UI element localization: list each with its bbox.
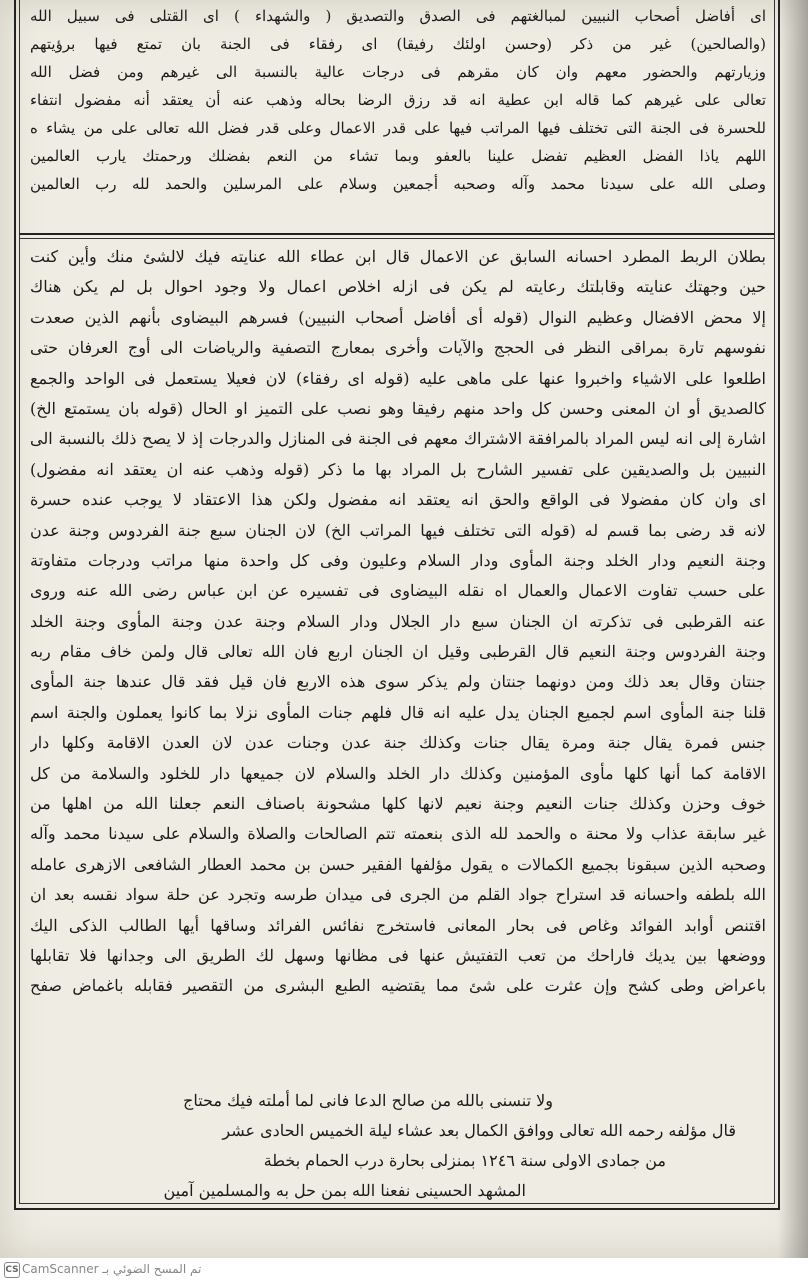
commentary-line: وصحبه الذين سبقونا بجميع الكمالات ه يقول مؤلفها الفقير حسن بن محمد العطار الشافعى الازهرى عامله [30, 854, 766, 874]
spine-shadow [778, 0, 808, 1258]
commentary-line: الله بلطفه واحسانه قد استراح جواد القلم من الجرى فى ميدان طرسه وتجرد عن حلة سواد نقسه بعد ان [30, 885, 766, 905]
commentary-line: وجنة الفردوس وجنة النعيم قال القرطبى وقيل ان الجنان اربع فان الله تعالى قال ولمن خاف مقام ربه [30, 642, 766, 662]
commentary-line: خوف وحزن وكذلك جنات النعيم وجنة نعيم لانها كلها مشحونة باصناف النعم جعلنا الله من اهلها من [30, 794, 766, 814]
main-text-line: اللهم ياذا الفضل العظيم تفضل علينا بالعفو وبما تشاء من النعم بفضلك ورحمتك يارب العالمين [30, 147, 766, 165]
main-text-line: وزيارتهم والحضور معهم وان كان مقرهم فى درجات عالية بالنسبة الى غيرهم ومن فضل الله [30, 63, 766, 81]
colophon-line: من جمادى الاولى سنة ١٢٤٦ بمنزلى بحارة درب الحمام بخطة [263, 1151, 666, 1170]
commentary-line: جنس فمرة يقال جنة ومرة يقال جنات وكذلك جنة عدن وجنات عدن لان العدن الاقامة وكلها دار [30, 733, 766, 753]
main-text-line: اى أفاضل أصحاب النبيين لمبالغتهم فى الصدق والتصديق ( والشهداء ) اى القتلى فى سبيل الله [30, 7, 766, 25]
commentary-line: النبيين بل والصديقين على تفسير الشارح بل المراد بها ما ذكر (قوله وذهب عنه ان يعتقد انه مفضول) [30, 459, 766, 479]
commentary-line: لانه قد رضى بما قسم له (قوله التى تختلف فيها المراتب الخ) لان الجنان سبع جنة الفردوس وجنة عدن [30, 520, 766, 540]
commentary-line: الاقامة كما أنها كلها مأوى المؤمنين وكذلك دار الخلد والسلام لان جميعها دار للخلود والسلامة من كل [30, 763, 766, 783]
colophon-line: قال مؤلفه رحمه الله تعالى ووافق الكمال بعد عشاء ليلة الخميس الحادى عشر [222, 1121, 736, 1140]
scanner-watermark-text: تم المسح الضوئي بـ CamScanner [22, 1262, 202, 1276]
main-text-line: (والصالحين) غير من ذكر (وحسن اولئك رفيقا) اى رفقاء فى الجنة بان تمتع فيها برؤيتهم [30, 35, 766, 53]
commentary-line: قلنا جنة المأوى اسم لجميع الجنان يدل عليه انه قال فلهم جنات المأوى نزلا بما كانوا يعملون والجنة اسم [30, 702, 766, 722]
scanner-footer [0, 1258, 808, 1280]
colophon-line: المشهد الحسينى نفعنا الله بمن حل به والمسلمين آمين [163, 1181, 526, 1200]
commentary-line: نفوسهم تارة بمراقى النظر فى الحجج والآيات وأخرى بمعارج التصفية والرياضات الى أوج العرفان حتى [30, 338, 766, 358]
commentary-line: اى وان كان مفضولا فى الواقع والحق انه يعتقد انه مفضول ولكن هذا الاعتقاد لا يوجب عنده حسرة [30, 490, 766, 510]
commentary-line: غير سابقة عذاب ولا محنة ه والحمد لله الذى بنعمته تتم الصالحات والصلاة والسلام على سيدنا محمد وآله [30, 824, 766, 844]
commentary-line: اطلعوا على الاشياء واخبروا عنها على ماهى عليه (قوله اى رفقاء) لان فعيلا يستعمل فى الواحد والجمع [30, 368, 766, 388]
commentary-block [30, 242, 766, 1002]
camscanner-logo-icon: CS [4, 1262, 20, 1278]
colophon-verse: ولا تنسنى بالله من صالح الدعا فانى لما أملته فيك محتاج [183, 1091, 553, 1110]
main-text-line: للحسرة فى الجنة التى تختلف فيها المراتب فيها على قدر الاعمال وعلى قدر فضل الله تعالى على من يشاء ه [30, 119, 766, 137]
commentary-line: إلا محض الافضال وعظيم النوال (قوله أى أفاضل أصحاب النبيين) فسرهم البيضاوى بأنهم الذين صعدت [30, 307, 766, 327]
main-text-block [30, 2, 766, 198]
commentary-line: عنه القرطبى فى تذكرته ان الجنان سبع دار الجلال ودار السلام وجنة عدن وجنة المأوى وجنة الخلد [30, 611, 766, 631]
colophon [30, 1086, 766, 1206]
main-text-line: وصلى الله على سيدنا محمد وآله وصحبه أجمعين وسلام على المرسلين والحمد لله رب العالمين [30, 175, 766, 193]
commentary-line: ووضعها بين يديك فاراحك من تعب التفتيش عنها فى مظانها وسهل لك الطريق الى وجدانها فلا تقابلها [30, 945, 766, 965]
commentary-line: كالصديق أو ان المعنى وحسن كل واحد منهم رفيقا وهو نصب على التميز او الحال (قوله بان يستمتع الخ) [30, 398, 766, 418]
commentary-line: اشارة إلى انه ليس المراد بالمرافقة الاشتراك معهم فى الجنة فى المنازل والدرجات إذ لا يصح ذلك بالنسبة الى [30, 429, 766, 449]
commentary-line: بطلان الربط المطرد احسانه السابق عن الاعمال قال ابن عطاء الله عنايته فيك لالشئ منك وأين كنت [30, 247, 766, 266]
commentary-line: جنتان وقال بعد ذلك ومن دونهما جنتان ولم يذكر سوى هذه الاربع فان قيل فقد قال عندها جنة المأوى [30, 672, 766, 692]
commentary-line: حين وجهتك عنايته وقابلتك رعايته لم يكن فى ازله اخلاص اعمال ولا وجود احوال بل لم يكن هناك [30, 277, 766, 297]
commentary-line: وجنة النعيم ودار الخلد وجنة المأوى ودار السلام وعليون وفى كل واحدة منها مراتب ودرجات متفاوتة [30, 550, 766, 570]
commentary-line: اقتنص أوابد الفوائد وغاص فى بحار المعانى فاستخرج نفائس الفرائد وساقها أيها الطالب الذكى اليك [30, 915, 766, 935]
commentary-line: باعراض وطى كشح وإن عثرت على شئ مما يقتضيه الطبع البشرى من التقصير فقابله باغماض صفح [30, 976, 766, 996]
commentary-line: على حسب تفاوت الاعمال والعمال اه نقله البيضاوى فى تفسيره عن ابن عباس رضى الله عنه وروى [30, 581, 766, 601]
main-text-line: تعالى على غيرهم كما قاله ابن عطية انه قد رزق الرضا بحاله وذهب عنه أن يعتقد أنه مفضول انتفاء [30, 91, 766, 109]
section-divider [19, 233, 775, 235]
section-divider-inner [19, 238, 775, 239]
